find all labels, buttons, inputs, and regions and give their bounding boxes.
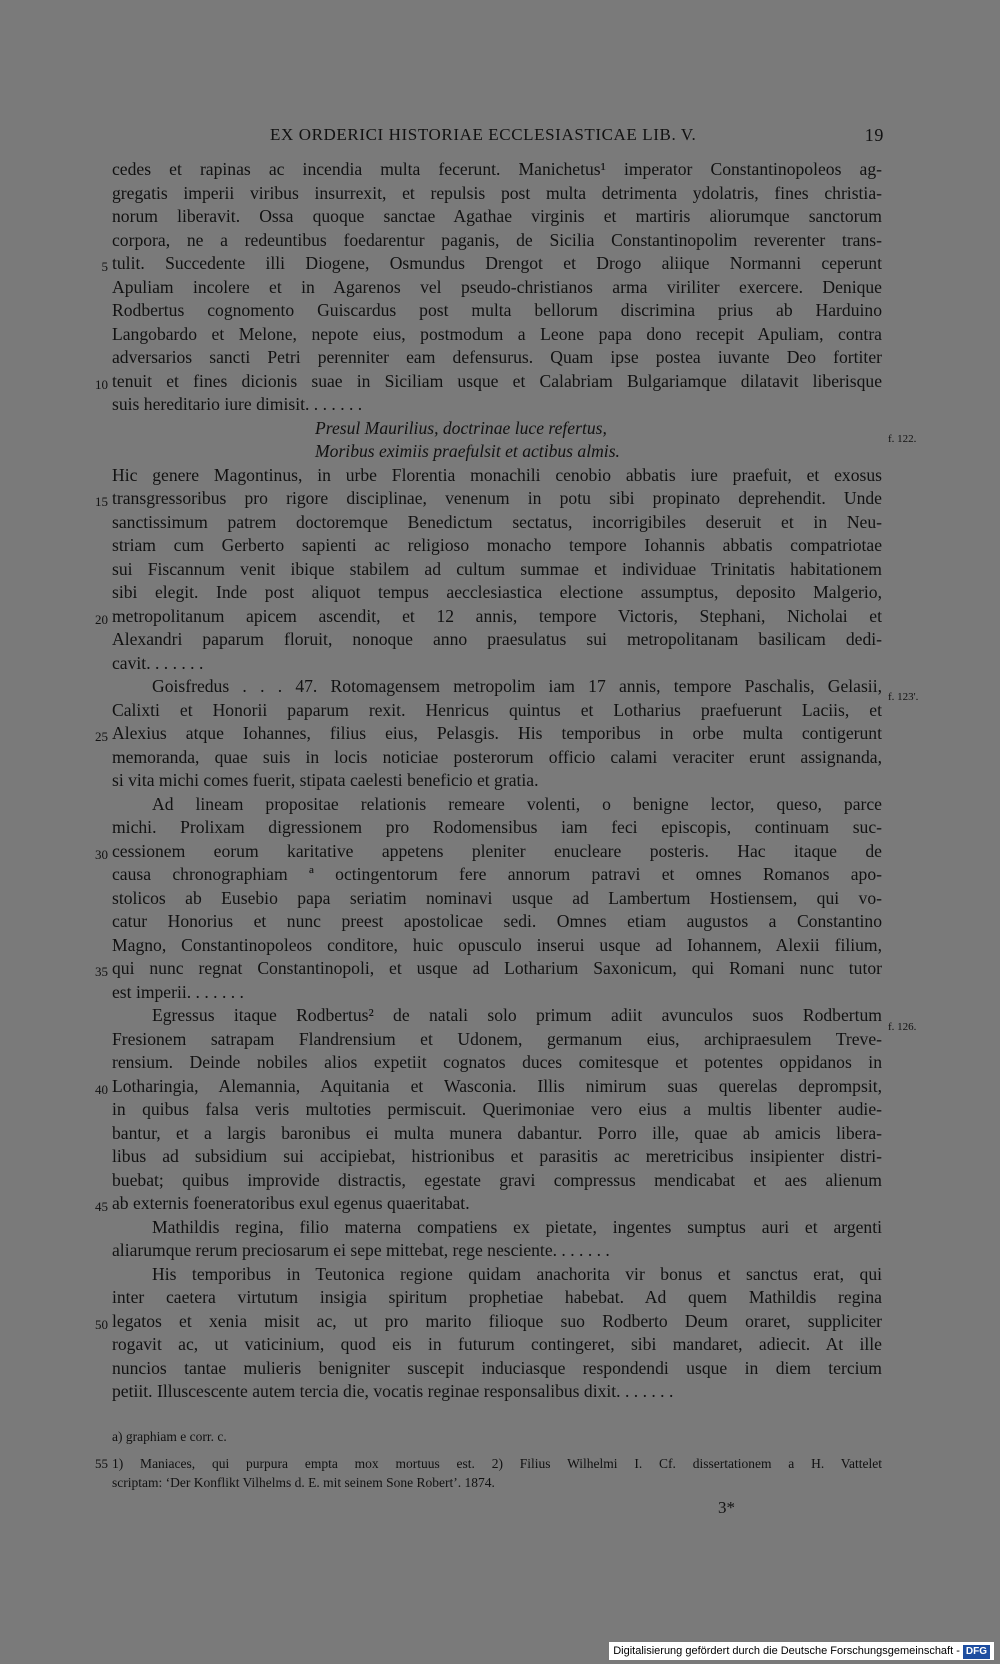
line-number: 40 xyxy=(95,1082,108,1097)
line-number: 50 xyxy=(95,1317,108,1332)
text-line: bantur, et a largis baronibus ei multa munera dabantur. Porro ille, quae ab amicis libera- xyxy=(112,1122,882,1143)
text-line: transgressoribus pro rigore disciplinae, venenum in potu sibi propinato deprehendit. Unde xyxy=(112,488,882,508)
text-line: sui Fiscannum venit ibique stabilem ad cultum summae et individuae Trinitatis habitationem xyxy=(112,558,882,579)
text-line: catur Honorius et nunc preest apostolicae sedi. Omnes etiam augustos a Constantino xyxy=(112,911,882,931)
text-line: suis hereditario iure dimisit. . . . . . . xyxy=(112,394,363,414)
line-number: 20 xyxy=(95,612,108,627)
text-line: causa chronographiam ª octingentorum fere annorum patravi et omnes Romanos apo- xyxy=(112,864,882,884)
verse-line: Presul Maurilius, doctrinae luce refertus, xyxy=(315,417,607,438)
text-line: michi. Prolixam digressionem pro Rodomensibus iam feci episcopis, continuam suc- xyxy=(112,817,882,837)
text-line: metropolitanum apicem ascendit, et 12 annis, tempore Victoris, Stephani, Nicholai et xyxy=(112,605,882,626)
text-line: Magno, Constantinopoleos conditore, huic opusculo inserui usque ad Iohannem, Alexii filium, xyxy=(112,934,882,955)
dfg-logo: DFG xyxy=(963,1645,990,1659)
text-line: corpora, ne a redeuntibus foedarentur paganis, de Sicilia Constantinopolim reverenter trans- xyxy=(112,229,882,250)
text-line: gregatis imperii viribus insurrexit, et repulsis post multa detrimenta ydolatris, fines christia- xyxy=(112,182,882,203)
variant-note: a) graphiam e corr. c. xyxy=(112,1429,227,1444)
text-line: est imperii. . . . . . . xyxy=(112,981,244,1002)
text-line: Lotharingia, Alemannia, Aquitania et Wasconia. Illis nimirum suas querelas deprompsit, xyxy=(112,1075,882,1096)
line-number: 55 xyxy=(95,1456,108,1471)
line-number: 25 xyxy=(95,729,108,744)
footnote-line: scriptam: ‘Der Konflikt Vilhelms d. E. mit seinem Sone Robert’. 1874. xyxy=(112,1475,495,1490)
text-line: cavit. . . . . . . xyxy=(112,652,204,673)
text-line: tenuit et fines dicionis suae in Siciliam usque et Calabriam Bulgariamque dilatavit liberisque xyxy=(112,370,882,391)
line-number: 35 xyxy=(95,964,108,979)
text-line: His temporibus in Teutonica regione quidam anachorita vir bonus et sanctus erat, qui xyxy=(152,1263,882,1284)
text-line: petiit. Illuscescente autem tercia die, vocatis reginae responsalibus dixit. . . . . . . xyxy=(112,1381,674,1401)
text-line: tulit. Succedente illi Diogene, Osmundus Drengot et Drogo aliique Normanni ceperunt xyxy=(112,253,882,273)
footnotes xyxy=(112,1427,882,1492)
verse-line: Moribus eximiis praefulsit et actibus almis. xyxy=(315,441,620,461)
text-line: aliarumque rerum preciosarum ei sepe mittebat, rege nesciente. . . . . . . xyxy=(112,1240,610,1260)
text-line: striam cum Gerberto sapienti ac religioso monacho tempore Iohannis abbatis compatriotae xyxy=(112,535,882,555)
text-line: Hic genere Magontinus, in urbe Florentia monachili cenobio abbatis iure praefuit, et exosus xyxy=(112,464,882,485)
text-line: adversarios sancti Petri perenniter eam defensurus. Quam ipse postea iuvante Deo fortiter xyxy=(112,347,882,367)
text-line: memoranda, quae suis in locis noticiae posterorum officio calami veraciter erunt assignanda, xyxy=(112,746,882,767)
text-line: Apuliam incolere et in Agarenos vel pseudo-christianos arma viriliter exercere. Denique xyxy=(112,276,882,297)
folio-reference: f. 122. xyxy=(888,433,917,445)
text-line: rogavit ac, ut vaticinium, quod eis in futurum contingeret, sibi mandaret, adiecit. At ille xyxy=(112,1334,882,1354)
text-line: norum liberavit. Ossa quoque sanctae Agathae virginis et martiris aliorumque sanctorum xyxy=(112,206,882,226)
text-line: Mathildis regina, filio materna compatiens ex pietate, ingentes sumptus auri et argenti xyxy=(152,1216,882,1237)
text-line: Langobardo et Melone, nepote eius, postmodum a Leone papa dono recepit Apuliam, contra xyxy=(112,323,882,344)
text-line: Fresionem satrapam Flandrensium et Udonem, germanum eius, archipraesulem Treve- xyxy=(112,1028,882,1049)
text-line: stolicos ab Eusebio papa seriatim nominavi usque ad Lambertum Hostiensem, qui vo- xyxy=(112,887,882,908)
text-line: cedes et rapinas ac incendia multa fecerunt. Manichetus¹ imperator Constantinopoleos ag- xyxy=(112,159,882,179)
running-title: EX ORDERICI HISTORIAE ECCLESIASTICAE LIB. V. xyxy=(270,125,697,144)
text-line: buebat; quibus improvide distractis, egestate gravi compressus mendicabat et aes alienum xyxy=(112,1169,882,1190)
text-line: nuncios tantae mulieris benigniter suscepit induciasque respondendi usque in diem tercium xyxy=(112,1357,882,1378)
funding-banner xyxy=(609,1642,994,1660)
funding-text: Digitalisierung gefördert durch die Deutsche Forschungsgemeinschaft - xyxy=(613,1645,960,1657)
text-line: Rodbertus cognomento Guiscardus post multa bellorum discrimina prius ab Harduino xyxy=(112,300,882,320)
text-line: inter caetera virtutum insigia spiritum prophetiae habebat. Ad quem Mathildis regina xyxy=(112,1287,882,1307)
text-line: qui nunc regnat Constantinopoli, et usque ad Lotharium Saxonicum, qui Romani nunc tutor xyxy=(112,958,882,978)
text-line: ab externis foeneratoribus exul egenus quaeritabat. xyxy=(112,1193,470,1213)
text-line: legatos et xenia misit ac, ut pro marito filioque suo Rodberto Deum oraret, suppliciter xyxy=(112,1310,882,1331)
text-line: Alexandri paparum floruit, nonoque anno praesulatus sui metropolitanam basilicam dedi- xyxy=(112,629,882,649)
text-line: si vita michi comes fuerit, stipata caelesti beneficio et gratia. xyxy=(112,770,539,790)
line-number: 5 xyxy=(101,259,108,274)
text-line: Egressus itaque Rodbertus² de natali solo primum adiit avunculos suos Rodbertum xyxy=(152,1005,882,1025)
main-text xyxy=(112,158,882,1404)
folio-reference: f. 123'. xyxy=(888,691,919,703)
text-line: rensium. Deinde nobiles alios expetiit cognatos duces comitesque et potentes oppidanos in xyxy=(112,1052,882,1072)
text-line: Ad lineam propositae relationis remeare volenti, o benigne lector, queso, parce xyxy=(152,793,882,814)
running-header xyxy=(110,122,890,148)
text-line: sibi elegit. Inde post aliquot tempus aecclesiastica electione assumptus, deposito Malgerio, xyxy=(112,582,882,602)
line-number: 30 xyxy=(95,847,108,862)
text-line: Goisfredus . . . 47. Rotomagensem metropolim iam 17 annis, tempore Paschalis, Gelasii, xyxy=(152,676,882,696)
line-number: 15 xyxy=(95,494,108,509)
text-line: libus ad subsidium sui accipiebat, histrionibus et parasitis ac meretricibus insipienter distri- xyxy=(112,1146,882,1166)
text-line: cessionem eorum karitative appetens pleniter enucleare posteris. Hac itaque de xyxy=(112,840,882,861)
text-line: sanctissimum patrem doctoremque Benedictum sectatus, incorrigibiles deseruit et in Neu- xyxy=(112,511,882,532)
line-number: 45 xyxy=(95,1199,108,1214)
text-line: Calixti et Honorii paparum rexit. Henricus quintus et Lotharius praefuerunt Laciis, et xyxy=(112,699,882,720)
text-line: Alexius atque Iohannes, filius eius, Pelasgis. His temporibus in orbe multa contigerunt xyxy=(112,723,882,743)
folio-reference: f. 126. xyxy=(888,1021,917,1033)
page-number: 19 xyxy=(864,125,884,145)
signature-mark: 3* xyxy=(718,1498,735,1517)
text-line: in quibus falsa veris multoties permiscuit. Querimoniae vero eius a multis libenter audie- xyxy=(112,1099,882,1119)
footnote-line: 1) Maniaces, qui purpura empta mox mortuus est. 2) Filius Wilhelmi I. Cf. dissertationem a H. Vattelet xyxy=(112,1456,882,1471)
line-number: 10 xyxy=(95,377,108,392)
